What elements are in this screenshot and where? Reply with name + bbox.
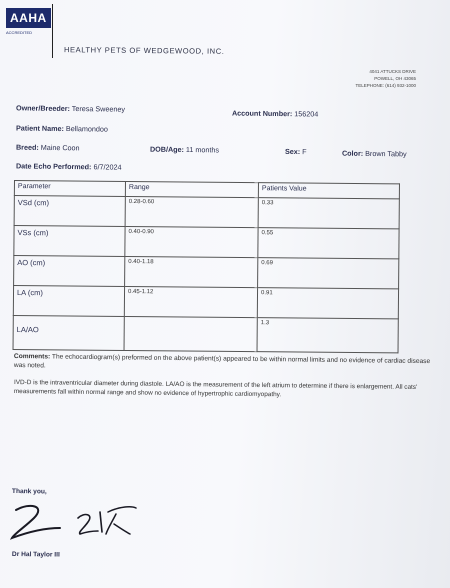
address-line: TELEPHONE: (614) 932-1000 (355, 83, 416, 88)
breed-label: Breed: (15, 142, 39, 152)
logo-subtext: ACCREDITED (6, 30, 33, 35)
range-cell (124, 316, 257, 351)
aaha-logo (6, 8, 56, 60)
breed-value: Maine Coon (40, 142, 80, 153)
doctor-name: Dr Hal Taylor III (11, 550, 60, 559)
patient-value: Bellamondoo (65, 124, 108, 134)
comments-text: The echocardiogram(s) preformed on the above patient(s) appeared to be within normal limits and no evidence of cardiac disease was noted. (13, 353, 431, 370)
comments-block (14, 352, 434, 375)
owner-value: Teresa Sweeney (71, 104, 126, 114)
table-row (14, 196, 399, 229)
address-line: 4041 ATTUCKS DRIVE (369, 69, 416, 74)
color-label: Color: (341, 148, 364, 158)
date-label: Date Echo Performed: (15, 161, 92, 172)
dob-label: DOB/Age: (149, 144, 185, 154)
param-cell: VSs (cm) (14, 226, 125, 257)
color-value: Brown Tabby (365, 148, 407, 159)
thank-you-text: Thank you, (11, 487, 47, 496)
sex-field (285, 147, 307, 156)
account-field (232, 108, 318, 118)
table-row (14, 256, 399, 289)
clinic-address (355, 68, 416, 89)
comments-label: Comments: (13, 352, 51, 361)
owner-label: Owner/Breeder: (15, 103, 70, 113)
range-cell: 0.45-1.12 (124, 286, 257, 317)
patient-label: Patient Name: (15, 123, 64, 134)
echo-results-table (13, 180, 400, 353)
dob-field (150, 145, 219, 155)
table-row (13, 286, 398, 319)
date-value: 6/7/2024 (93, 162, 122, 172)
range-cell: 0.40-0.90 (125, 226, 258, 257)
param-cell: VSd (cm) (14, 196, 125, 227)
header-range: Range (125, 181, 258, 197)
value-cell: 0.33 (258, 198, 399, 229)
breed-field (16, 143, 80, 153)
value-cell: 0.55 (258, 228, 399, 259)
value-cell: 0.69 (258, 258, 399, 289)
sex-label: Sex: (284, 146, 301, 157)
date-field (16, 161, 122, 171)
range-cell: 0.28-0.60 (125, 196, 258, 227)
dob-value: 11 months (185, 145, 220, 155)
param-cell: LA (cm) (13, 286, 124, 317)
header-parameter: Parameter (14, 181, 125, 197)
table-row (13, 315, 398, 352)
sex-value: F (302, 147, 307, 157)
value-cell: 1.3 (257, 318, 398, 353)
clinic-name: HEALTHY PETS OF WEDGEWOOD, INC. (63, 45, 225, 56)
account-label: Account Number: (231, 108, 293, 119)
param-cell: AO (cm) (14, 256, 125, 287)
header-divider (52, 4, 53, 58)
range-cell: 0.40-1.18 (125, 256, 258, 287)
param-cell: LA/AO (13, 315, 124, 350)
header-patient-value: Patients Value (258, 183, 399, 199)
patient-field (16, 123, 108, 133)
color-field (342, 149, 407, 159)
measurement-note: IVD-D is the intraventricular diameter during diastole. LA/AO is the measurement of the left atrium to determine if there is enlargement. All cats' measurements fall within normal range and show no evidence of hypertrophic cardiomyopathy. (13, 379, 418, 398)
table-row (14, 226, 399, 259)
logo-text: AAHA (6, 8, 51, 28)
address-line: POWELL, OH 43065 (374, 76, 416, 81)
owner-field (16, 103, 125, 113)
handwritten-signature (8, 498, 148, 546)
account-value: 156204 (294, 109, 319, 119)
value-cell: 0.91 (257, 288, 398, 319)
